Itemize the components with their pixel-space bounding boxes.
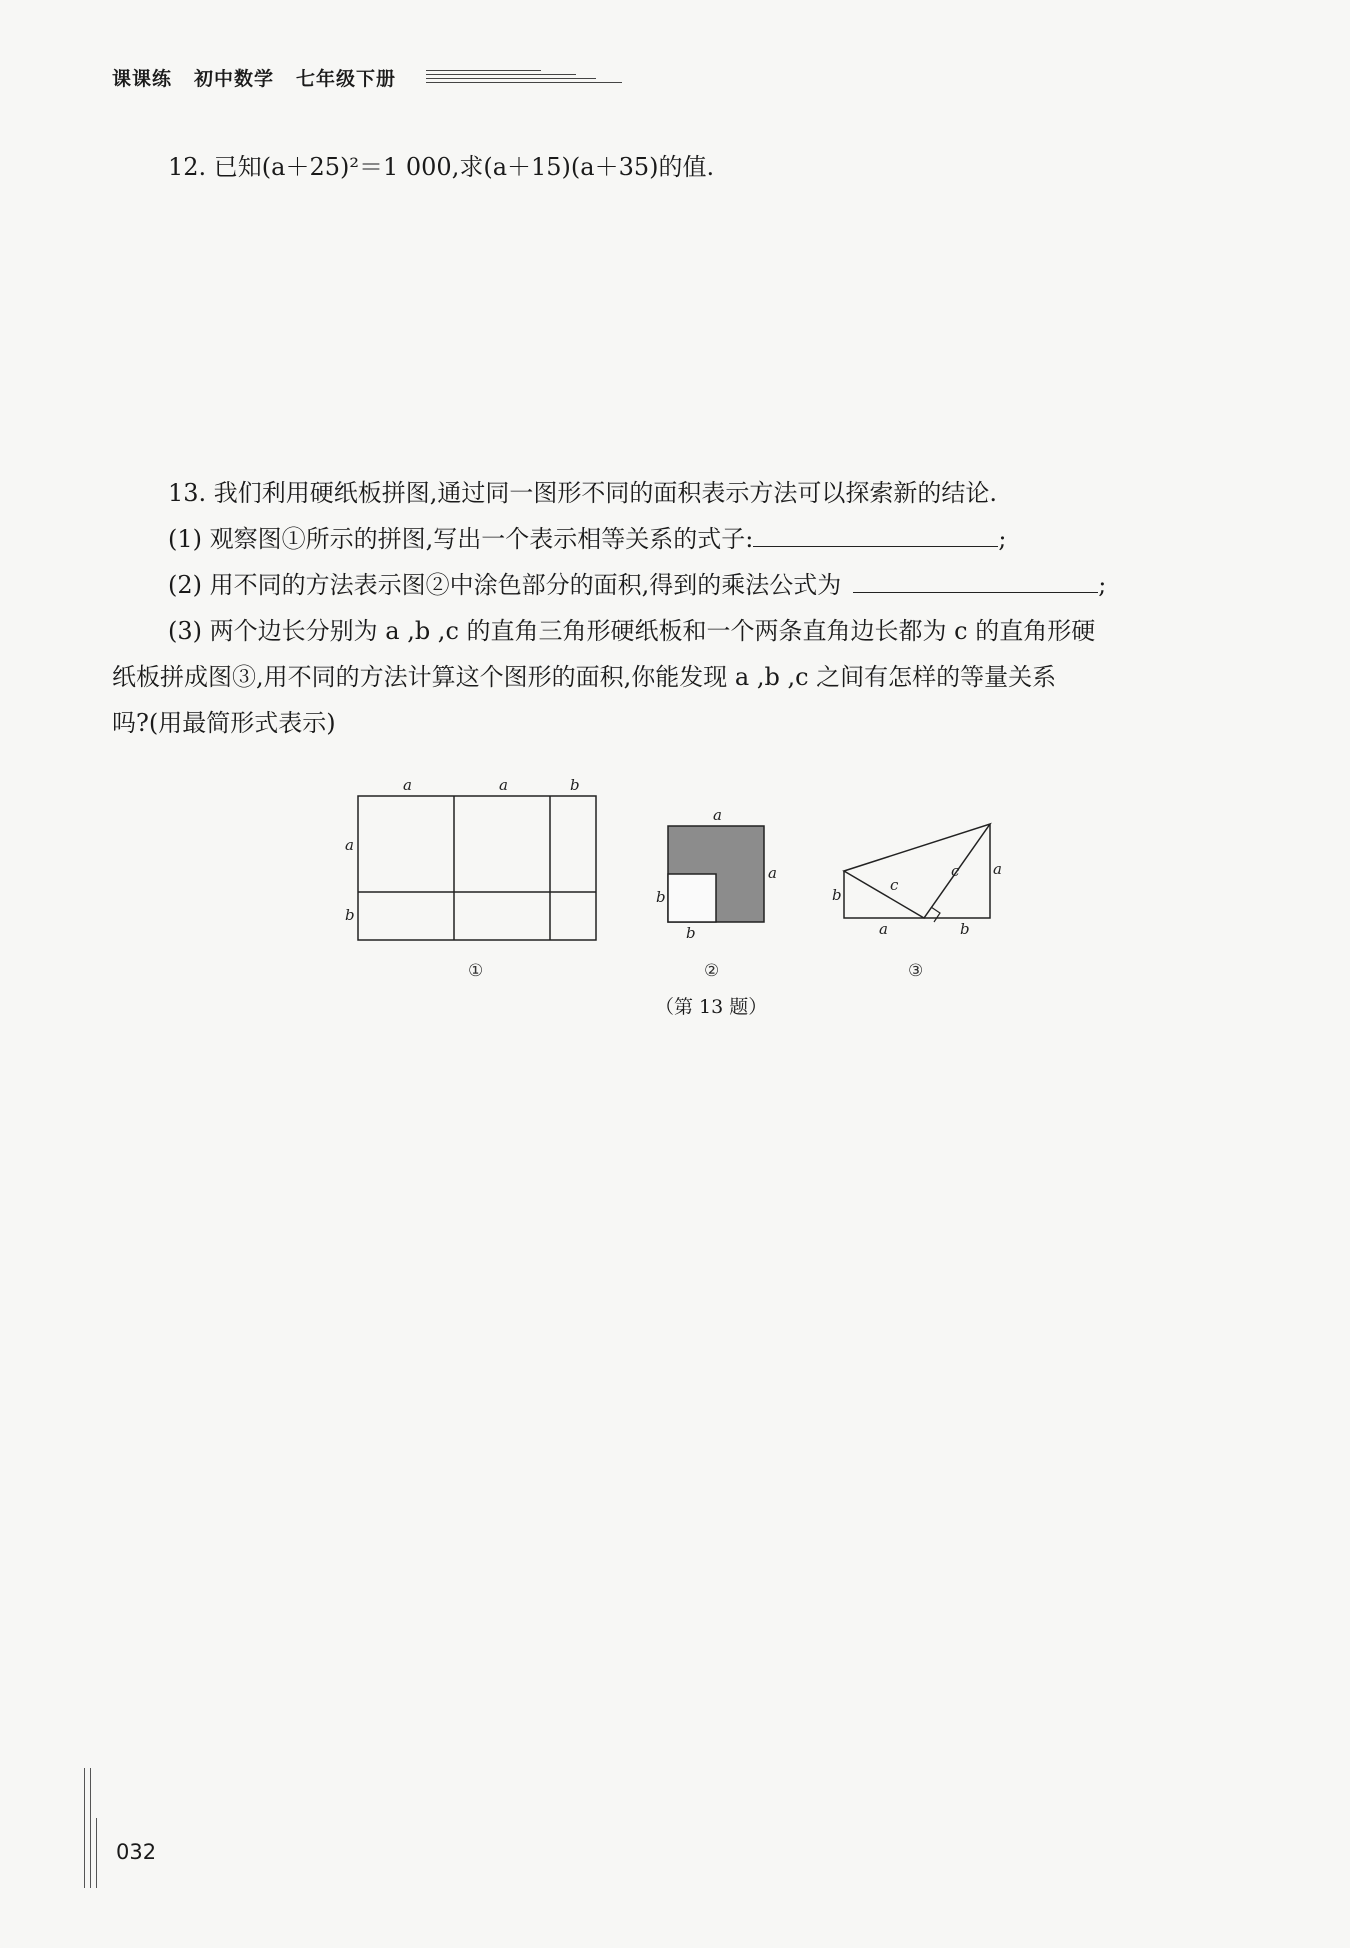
question-13-part2 bbox=[168, 570, 1106, 601]
fig3-hyp-label-2: c bbox=[951, 862, 960, 880]
part1-end: ; bbox=[998, 525, 1007, 553]
header-decorative-rules bbox=[426, 68, 626, 88]
part2-text: (2) 用不同的方法表示图②中涂色部分的面积,得到的乘法公式为 bbox=[168, 571, 842, 599]
fig1-top-label-3: b bbox=[570, 776, 580, 794]
fig2-number: ② bbox=[704, 961, 720, 981]
fig1-left-label-2: b bbox=[345, 906, 355, 924]
fig1-left-label-1: a bbox=[345, 836, 354, 854]
question-12: 12. 已知(a＋25)²＝1 000,求(a＋15)(a＋35)的值. bbox=[168, 153, 715, 181]
question-13-part3-line1: (3) 两个边长分别为 a ,b ,c 的直角三角形硬纸板和一个两条直角边长都为 c 的直角形硬 bbox=[168, 617, 1096, 645]
figure-2 bbox=[656, 806, 777, 981]
fig3-bottom-label-b: b bbox=[960, 920, 970, 938]
header-subject: 初中数学 bbox=[194, 68, 275, 90]
fig2-inner-left-label: b bbox=[656, 888, 666, 906]
question-13-part1 bbox=[168, 524, 1006, 555]
fig3-bottom-label-a: a bbox=[879, 920, 888, 938]
question-13-part3-line2: 纸板拼成图③,用不同的方法计算这个图形的面积,你能发现 a ,b ,c 之间有怎样的等量关系 bbox=[112, 663, 1057, 691]
fig2-top-label: a bbox=[713, 806, 722, 824]
answer-blank-2[interactable] bbox=[853, 572, 1098, 593]
fig2-inner-bottom-label: b bbox=[686, 924, 696, 942]
fig1-number: ① bbox=[468, 961, 484, 981]
margin-decorative-lines bbox=[84, 1768, 104, 1888]
part2-end: ; bbox=[1098, 571, 1107, 599]
question-13-intro: 13. 我们利用硬纸板拼图,通过同一图形不同的面积表示方法可以探索新的结论. bbox=[168, 479, 998, 507]
fig1-top-label-1: a bbox=[403, 776, 412, 794]
question-13-figures bbox=[330, 770, 1030, 990]
header-grade: 七年级下册 bbox=[296, 68, 397, 90]
fig3-left-label: b bbox=[832, 886, 842, 904]
fig1-top-label-2: a bbox=[499, 776, 508, 794]
fig2-right-label: a bbox=[768, 864, 777, 882]
fig3-hyp-label-1: c bbox=[890, 876, 899, 894]
answer-blank-1[interactable] bbox=[753, 526, 998, 547]
part1-text: (1) 观察图①所示的拼图,写出一个表示相等关系的式子: bbox=[168, 525, 754, 553]
figure-3 bbox=[832, 824, 1002, 981]
page-number: 032 bbox=[116, 1840, 157, 1864]
question-13-part3-line3: 吗?(用最简形式表示) bbox=[112, 709, 336, 737]
header-series: 课课练 bbox=[112, 68, 173, 90]
figure-1 bbox=[345, 776, 596, 981]
page-header bbox=[112, 64, 418, 91]
fig3-right-label: a bbox=[993, 860, 1002, 878]
fig3-number: ③ bbox=[908, 961, 924, 981]
figure-caption: （第 13 题） bbox=[655, 996, 768, 1018]
